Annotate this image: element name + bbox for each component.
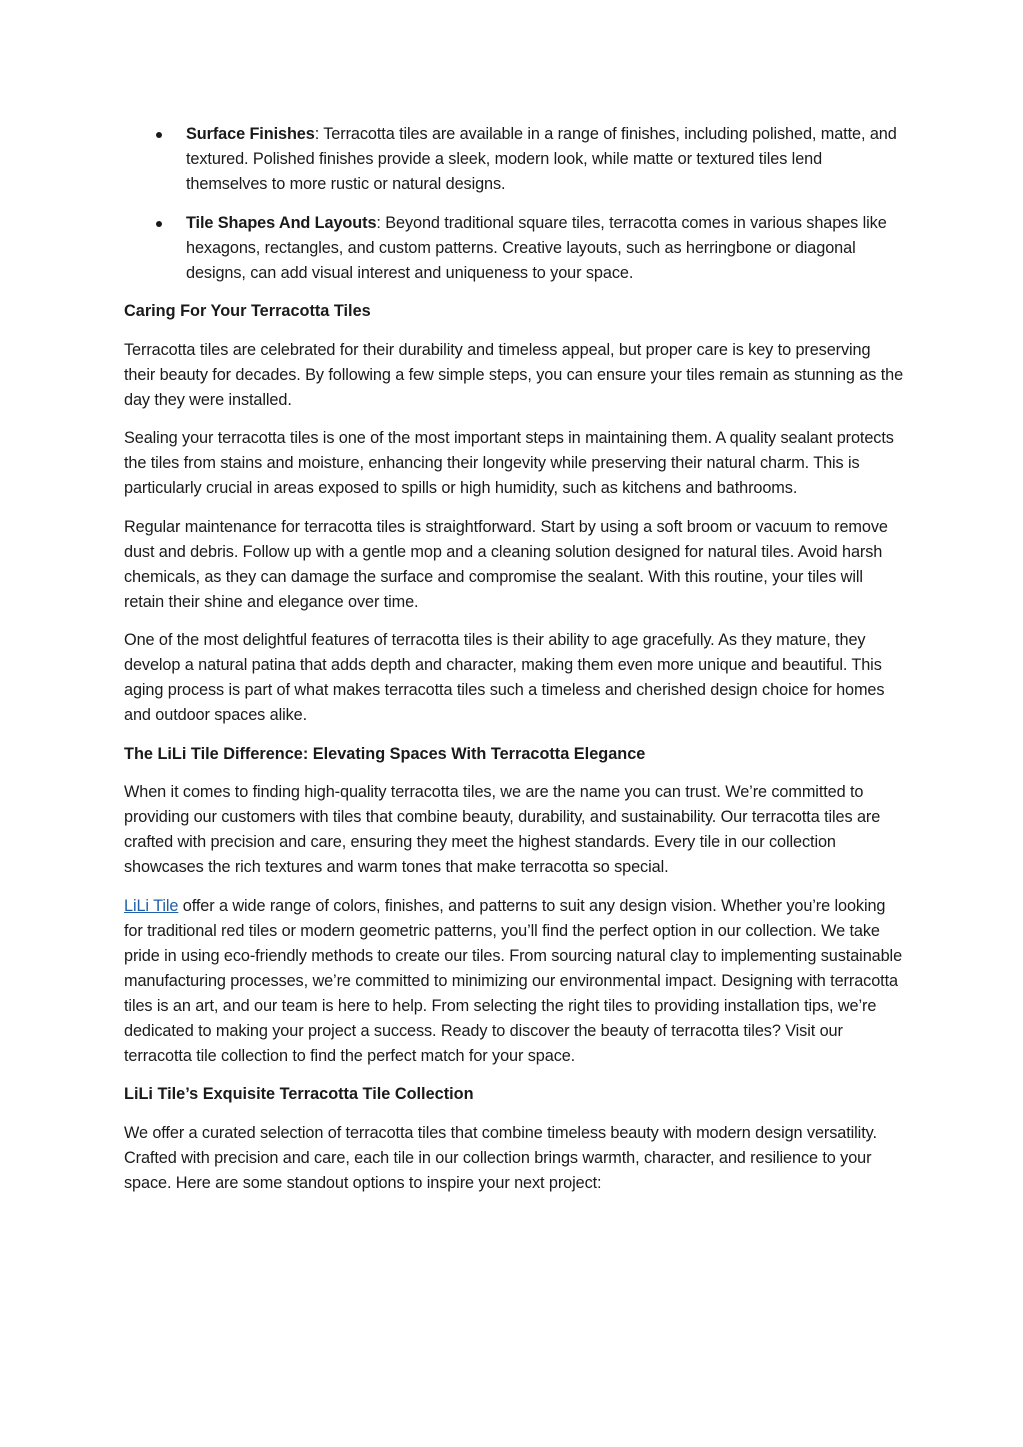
section-heading-difference: The LiLi Tile Difference: Elevating Spaces With Terracotta Elegance (124, 744, 646, 763)
lili-tile-link[interactable]: LiLi Tile (124, 896, 179, 915)
bullet-icon (156, 221, 162, 227)
section-heading-caring: Caring For Your Terracotta Tiles (124, 302, 371, 320)
paragraph: We offer a curated selection of terracotta tiles that combine timeless beauty with modern design versatility. Crafted with precision and care, each tile in our collection brings warmth, character, and resilience to your space. Here are some standout options to inspire your next project: (124, 1123, 877, 1192)
paragraph: Terracotta tiles are celebrated for their durability and timeless appeal, but proper care is key to preserving their beauty for decades. By following a few simple steps, you can ensure your tiles remain as stunning as the day they were installed. (124, 340, 904, 409)
bullet-icon (156, 132, 162, 138)
bullet-text: : Beyond traditional square tiles, terracotta comes in various shapes like hexagons, rectangles, and custom patterns. Creative layouts, such as herringbone or diagonal designs, can add visual interest and uniqueness to your space. (186, 213, 887, 282)
document-page (124, 122, 904, 1209)
paragraph (124, 894, 904, 1069)
section-heading-collection: LiLi Tile’s Exquisite Terracotta Tile Collection (124, 1085, 474, 1103)
bullet-list (124, 122, 904, 286)
bullet-term: Tile Shapes And Layouts (186, 213, 377, 232)
paragraph: When it comes to finding high-quality terracotta tiles, we are the name you can trust. We’re committed to providing our customers with tiles that combine beauty, durability, and sustainability. Our terracotta tiles are crafted with precision and care, ensuring they meet the highest standards. Every tile in our collection showcases the rich textures and warm tones that make terracotta so special. (124, 783, 881, 876)
paragraph: Regular maintenance for terracotta tiles is straightforward. Start by using a soft broom or vacuum to remove dust and debris. Follow up with a gentle mop and a cleaning solution designed for natural tiles. Avoid harsh chemicals, as they can damage the surface and compromise the sealant. With this routine, your tiles will retain their shine and elegance over time. (124, 517, 888, 611)
bullet-text: : Terracotta tiles are available in a range of finishes, including polished, matte, and textured. Polished finishes provide a sleek, modern look, while matte or textured tiles lend themselves to more rustic or natural designs. (186, 125, 897, 193)
paragraph: Sealing your terracotta tiles is one of the most important steps in maintaining them. A quality sealant protects the tiles from stains and moisture, enhancing their longevity while preserving their natural charm. This is particularly crucial in areas exposed to spills or high humidity, such as kitchens and bathrooms. (124, 429, 894, 497)
list-item (124, 122, 904, 197)
paragraph-text: offer a wide range of colors, finishes, and patterns to suit any design vision. Whether you’re looking for traditional red tiles or modern geometric patterns, you’ll find the perfect option in our collection. We take pride in using eco-friendly methods to create our tiles. From sourcing natural clay to implementing sustainable manufacturing processes, we’re committed to minimizing our environmental impact. Designing with terracotta tiles is an art, and our team is here to help. From selecting the right tiles to providing installation tips, we’re dedicated to making your project a success. Ready to discover the beauty of terracotta tiles? Visit our terracotta tile collection to find the perfect match for your space. (124, 896, 903, 1065)
bullet-term: Surface Finishes (186, 125, 315, 143)
list-item (124, 211, 904, 286)
paragraph: One of the most delightful features of terracotta tiles is their ability to age gracefully. As they mature, they develop a natural patina that adds depth and character, making them even more unique and beautiful. This aging process is part of what makes terracotta tiles such a timeless and cherished design choice for homes and outdoor spaces alike. (124, 631, 885, 724)
